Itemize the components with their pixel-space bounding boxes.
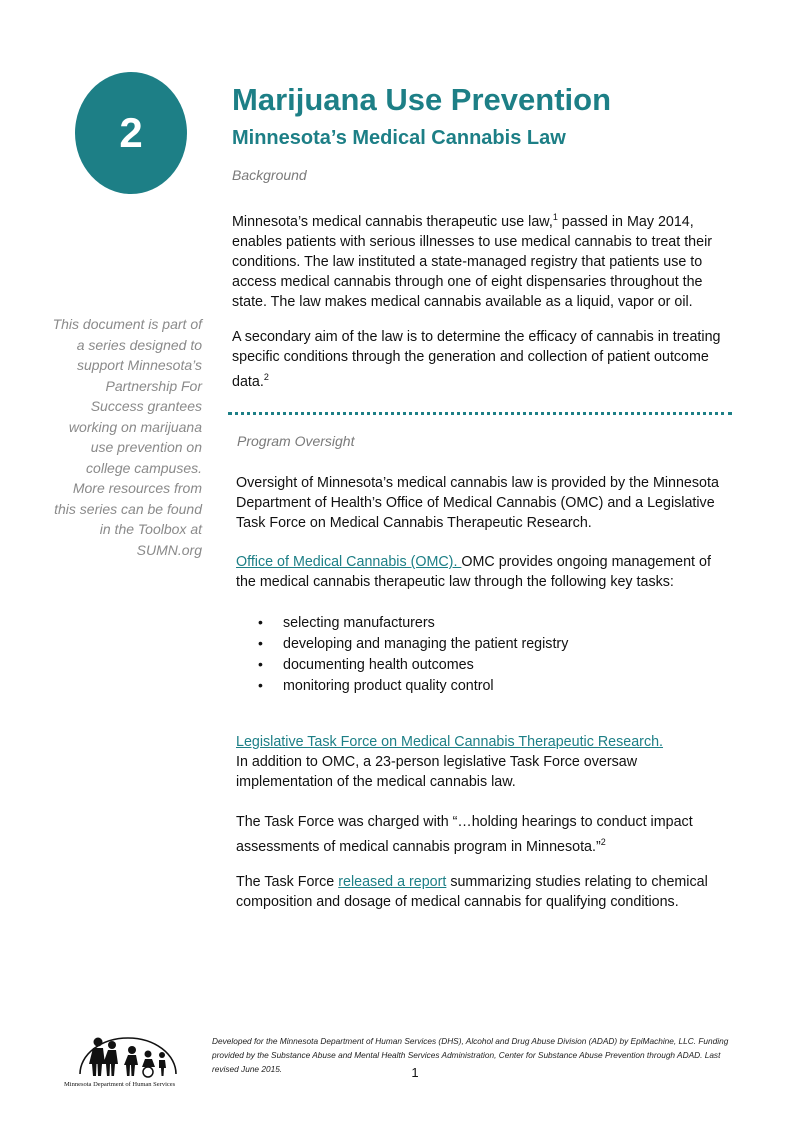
omc-paragraph: [236, 552, 732, 592]
background-heading: Background: [232, 167, 307, 183]
page-number: 1: [411, 1065, 419, 1080]
omc-task-list: [258, 612, 568, 696]
task-force-paragraph: [236, 732, 732, 792]
background-paragraph-1: [232, 207, 732, 312]
task-text: monitoring product quality control: [283, 678, 494, 694]
task-text: selecting manufacturers: [283, 615, 435, 631]
list-item: [258, 633, 568, 654]
footnote-ref-1: 1: [552, 212, 558, 222]
bullet-icon: •: [258, 656, 263, 672]
dhs-logo: [58, 1030, 198, 1090]
section-number: 2: [119, 109, 143, 156]
list-item: [258, 654, 568, 675]
section-number-badge: [75, 72, 187, 194]
report-paragraph: [236, 872, 732, 912]
list-item: [258, 675, 568, 696]
task-force-link[interactable]: Legislative Task Force on Medical Cannabis Therapeutic Research.: [236, 734, 664, 750]
bullet-icon: •: [258, 614, 263, 630]
page-subtitle: Minnesota’s Medical Cannabis Law: [232, 127, 566, 149]
background-paragraph-1-start: Minnesota’s medical cannabis therapeutic use law,: [232, 213, 553, 230]
task-force-charge-paragraph: [236, 812, 732, 857]
background-paragraph-2-text: A secondary aim of the law is to determine the efficacy of cannabis in treating specific conditions through the generation and collection of patient outcome data.: [232, 329, 721, 390]
page-title: Marijuana Use Prevention: [232, 82, 612, 117]
released-report-link[interactable]: released a report: [338, 874, 447, 890]
report-text-end: summarizing studies relating to chemical composition and dosage of medical cannabis for qualifying conditions.: [236, 874, 708, 910]
footer-credit: Developed for the Minnesota Department of Human Services (DHS), Alcohol and Drug Abuse Division (ADAD) by EpiMachine, LLC. Funding provided by the Substance Abuse and Mental Health Services Administration, Center for Substance Abuse Prevention through ADAD. Last revised June 2015.: [212, 1036, 729, 1074]
logo-text: Minnesota Department of Human Services: [64, 1081, 176, 1088]
section-divider: [228, 412, 732, 415]
background-paragraph-2: [232, 327, 732, 392]
background-paragraph-1-end: passed in May 2014, enables patients with serious illnesses to use medical cannabis to treat their conditions. The law instituted a state-managed registry that patients use to access medical cannabis through one of eight dispensaries throughout the state. The law makes medical cannabis available as a liquid, vapor or oil.: [232, 213, 712, 310]
omc-description: OMC provides ongoing management of the medical cannabis therapeutic law through the following key tasks:: [236, 554, 711, 590]
task-force-charge-text: The Task Force was charged with “…holding hearings to conduct impact assessments of medical cannabis program in Minnesota.”: [236, 814, 693, 855]
bullet-icon: •: [258, 677, 263, 693]
task-force-description: In addition to OMC, a 23-person legislative Task Force oversaw implementation of the medical cannabis law.: [236, 754, 638, 790]
report-text-start: The Task Force: [236, 874, 339, 890]
task-text: documenting health outcomes: [283, 657, 474, 673]
program-oversight-heading: Program Oversight: [237, 433, 355, 449]
omc-link[interactable]: Office of Medical Cannabis (OMC).: [236, 554, 462, 570]
footnote-ref-2: 2: [263, 372, 269, 382]
oversight-intro: Oversight of Minnesota’s medical cannabis law is provided by the Minnesota Department of Health’s Office of Medical Cannabis (OMC) and a Legislative Task Force on Medical Cannabis Therapeutic Research.: [236, 475, 719, 531]
task-text: developing and managing the patient registry: [283, 636, 569, 652]
sidebar-note: This document is part of a series designed to support Minnesota’s Partnership For Success grantees working on marijuana use prevention on college campuses. More resources from this series can be found in the Toolbox at SUMN.org: [52, 316, 202, 558]
bullet-icon: •: [258, 635, 263, 651]
footnote-ref-2b: 2: [600, 837, 606, 847]
list-item: [258, 612, 568, 633]
